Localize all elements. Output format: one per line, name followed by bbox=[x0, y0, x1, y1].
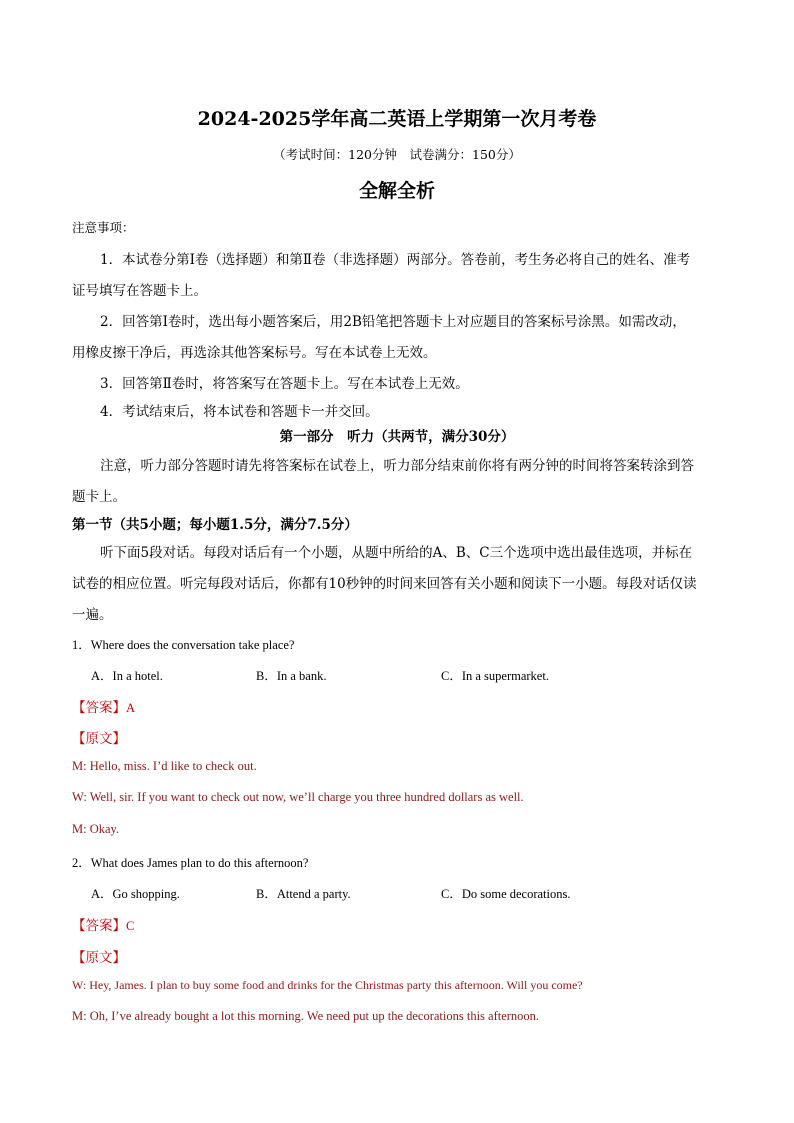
answer-label: 【答案】 bbox=[72, 918, 126, 934]
part1-note: 注意，听力部分答题时请先将答案标在试卷上，听力部分结束前你将有两分钟的时间将答案转涂到答 bbox=[100, 458, 694, 474]
q1-option-a: A．In a hotel. bbox=[91, 669, 163, 683]
section1-instructions-cont: 试卷的相应位置。听完每段对话后，你都有10秒钟的时间来回答有关小题和阅读下一小题。每段对话仅读 bbox=[72, 576, 697, 592]
q1-transcript-line: M: Okay. bbox=[72, 822, 120, 836]
q2-transcript-line: M: Oh, I’ve already bought a lot this morning. We need put up the decorations this afternoon. bbox=[72, 1009, 540, 1023]
q1-answer bbox=[72, 696, 135, 716]
notice-item-1-cont: 证号填写在答题卡上。 bbox=[72, 283, 207, 299]
q1-transcript-line: W: Well, sir. If you want to check out now, we’ll charge you three hundred dollars as well. bbox=[72, 790, 524, 804]
section1-title: 第一节（共5小题；每小题1.5分，满分7.5分） bbox=[72, 517, 358, 533]
answer-label: 【答案】 bbox=[72, 700, 126, 716]
notice-item-3: 3．回答第Ⅱ卷时，将答案写在答题卡上。写在本试卷上无效。 bbox=[100, 376, 469, 392]
exam-subtitle: （考试时间：120分钟 试卷满分：150分） bbox=[273, 147, 521, 162]
q1-question: 1．Where does the conversation take place? bbox=[72, 638, 295, 652]
part1-note-cont: 题卡上。 bbox=[72, 489, 126, 505]
q2-answer bbox=[72, 914, 134, 934]
section1-instructions-end: 一遍。 bbox=[72, 607, 113, 623]
q2-option-b: B．Attend a party. bbox=[256, 887, 351, 901]
q2-option-a: A．Go shopping. bbox=[91, 887, 180, 901]
answer-value: A bbox=[126, 701, 136, 715]
section1-instructions: 听下面5段对话。每段对话后有一个小题，从题中所给的A、B、C三个选项中选出最佳选项，并标在 bbox=[100, 545, 693, 561]
answer-value: C bbox=[126, 919, 135, 933]
q1-option-b: B．In a bank. bbox=[256, 669, 327, 683]
q2-transcript-line: W: Hey, James. I plan to buy some food and drinks for the Christmas party this afternoon. Will you come? bbox=[72, 978, 583, 992]
part1-title: 第一部分 听力（共两节，满分30分） bbox=[279, 429, 515, 445]
q2-transcript-label: 【原文】 bbox=[72, 950, 126, 966]
q2-option-c: C．Do some decorations. bbox=[441, 887, 571, 901]
exam-title: 2024-2025学年高二英语上学期第一次月考卷 bbox=[197, 108, 597, 130]
notice-item-1: 1．本试卷分第Ⅰ卷（选择题）和第Ⅱ卷（非选择题）两部分。答卷前，考生务必将自己的姓名、准考 bbox=[100, 252, 691, 268]
q2-question: 2．What does James plan to do this afternoon? bbox=[72, 856, 309, 870]
notice-label: 注意事项： bbox=[72, 220, 135, 235]
q1-transcript-label: 【原文】 bbox=[72, 731, 126, 747]
notice-item-2-cont: 用橡皮擦干净后，再选涂其他答案标号。写在本试卷上无效。 bbox=[72, 345, 437, 361]
notice-item-2: 2．回答第Ⅰ卷时，选出每小题答案后，用2B铅笔把答题卡上对应题目的答案标号涂黑。如需改动， bbox=[100, 314, 686, 330]
q1-option-c: C．In a supermarket. bbox=[441, 669, 549, 683]
analysis-heading: 全解全析 bbox=[358, 180, 435, 202]
notice-item-4: 4．考试结束后，将本试卷和答题卡一并交回。 bbox=[100, 404, 379, 420]
q1-transcript-line: M: Hello, miss. I’d like to check out. bbox=[72, 759, 257, 773]
